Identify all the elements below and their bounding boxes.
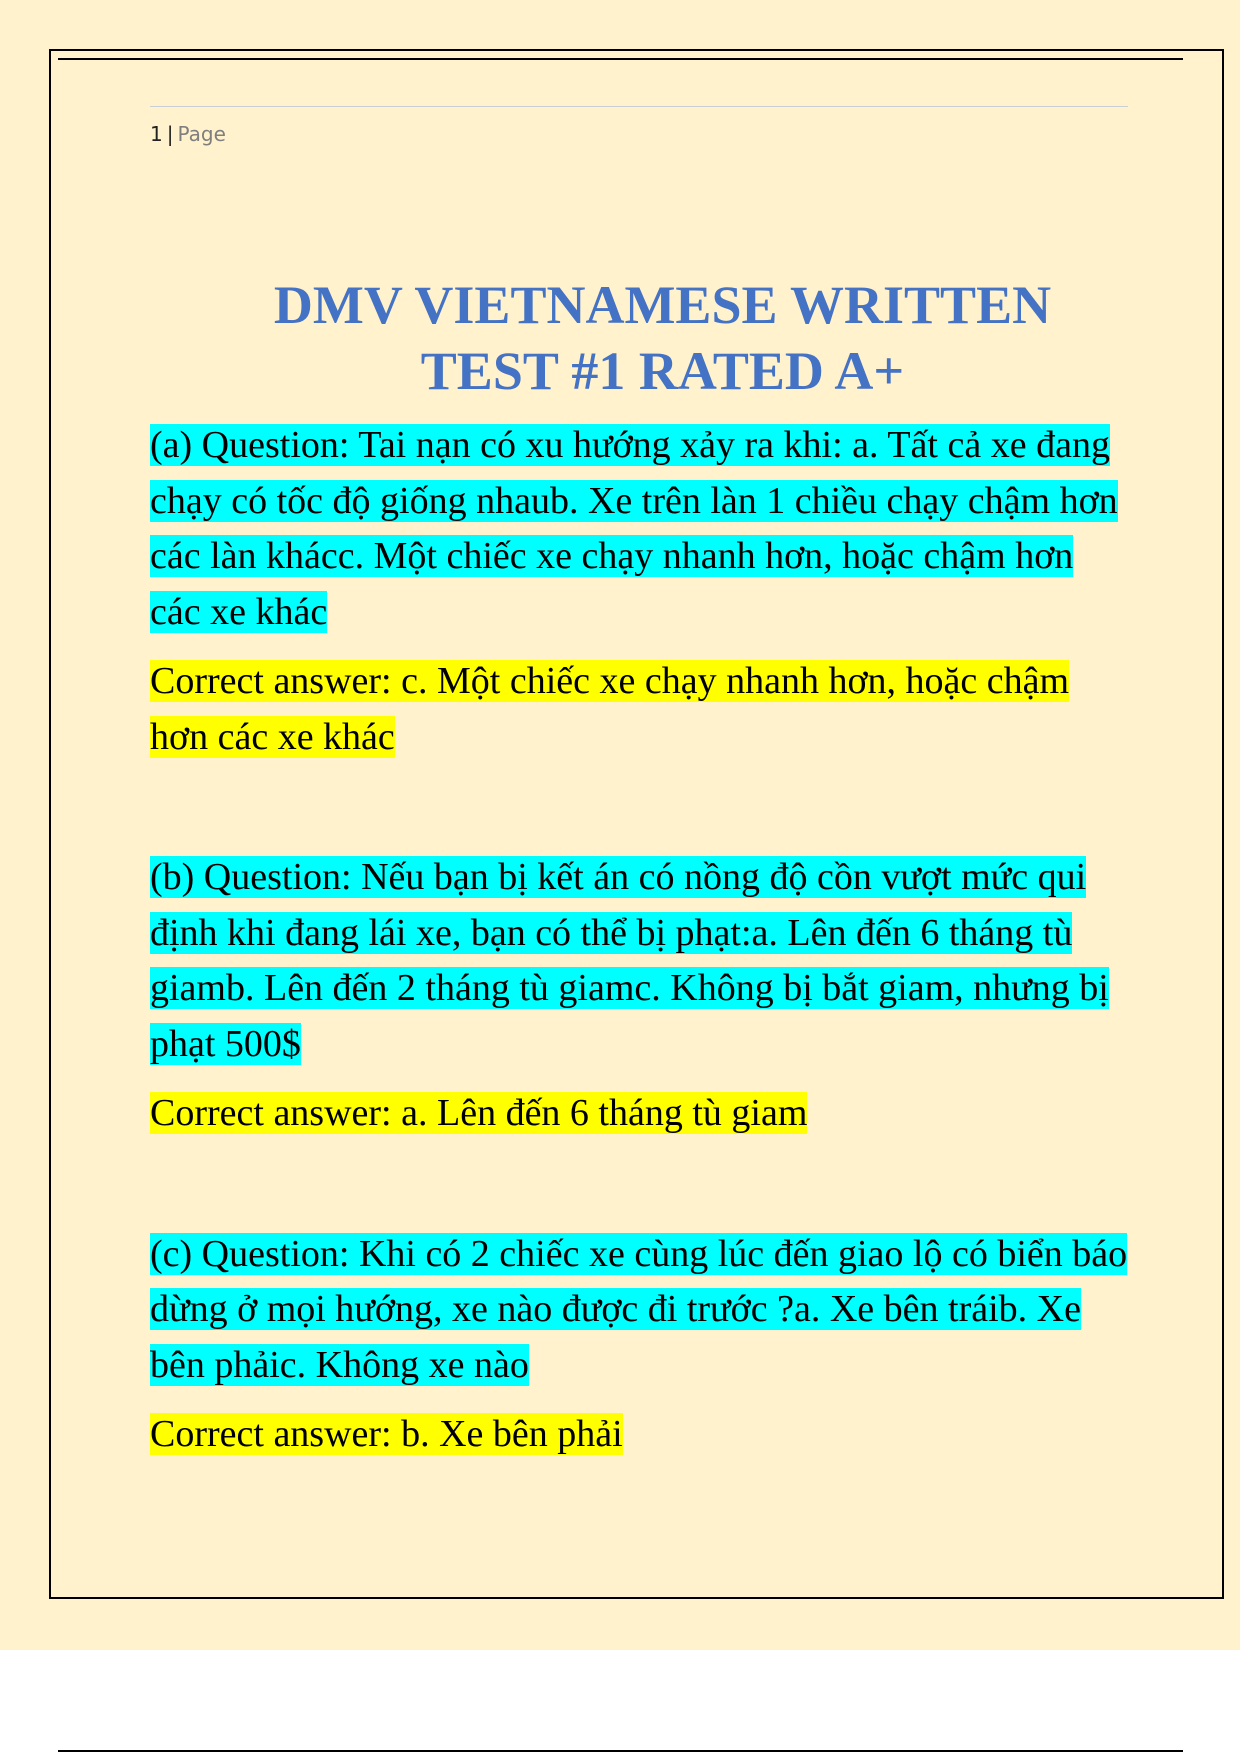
answer-text	[150, 1407, 1130, 1463]
header-rule	[150, 106, 1128, 107]
spacer	[150, 765, 1130, 850]
question-list	[150, 418, 1130, 1463]
page-number-header	[150, 122, 226, 146]
next-page-top-rule	[58, 1750, 1183, 1752]
answer-highlight: Correct answer: b. Xe bên phải	[150, 1413, 623, 1455]
question-text	[150, 1227, 1130, 1394]
page-number-separator: |	[166, 122, 174, 146]
title-line-1: DMV VIETNAMESE WRITTEN	[273, 275, 1052, 335]
title-line-2: TEST #1 RATED A+	[420, 341, 905, 401]
answer-highlight: Correct answer: c. Một chiếc xe chạy nhanh hơn, hoặc chậm hơn các xe khác	[150, 660, 1070, 758]
spacer	[150, 1142, 1130, 1227]
question-block-a	[150, 418, 1130, 765]
page-number: 1	[150, 122, 163, 146]
question-block-b	[150, 850, 1130, 1142]
document-title	[150, 272, 1175, 404]
page-label: Page	[177, 122, 226, 146]
answer-text	[150, 1086, 1130, 1142]
answer-text	[150, 654, 1130, 765]
page-border-inner-rule	[58, 58, 1183, 60]
question-block-c	[150, 1227, 1130, 1463]
question-text	[150, 850, 1130, 1072]
question-highlight: (c) Question: Khi có 2 chiếc xe cùng lúc đến giao lộ có biển báo dừng ở mọi hướng, xe nào được đi trước ?a. Xe bên tráib. Xe bên phảic. Không xe nào	[150, 1232, 1128, 1386]
question-text	[150, 418, 1130, 640]
question-highlight: (b) Question: Nếu bạn bị kết án có nồng độ cồn vượt mức qui định khi đang lái xe, bạn có thể bị phạt:a. Lên đến 6 tháng tù giamb. Lên đến 2 tháng tù giamc. Không bị bắt giam, nhưng bị phạt 500$	[150, 856, 1109, 1065]
question-highlight: (a) Question: Tai nạn có xu hướng xảy ra khi: a. Tất cả xe đang chạy có tốc độ giống nhaub. Xe trên làn 1 chiều chạy chậm hơn các làn khácc. Một chiếc xe chạy nhanh hơn, hoặc chậm hơn các xe khác	[150, 424, 1118, 633]
answer-highlight: Correct answer: a. Lên đến 6 tháng tù giam	[150, 1092, 808, 1134]
